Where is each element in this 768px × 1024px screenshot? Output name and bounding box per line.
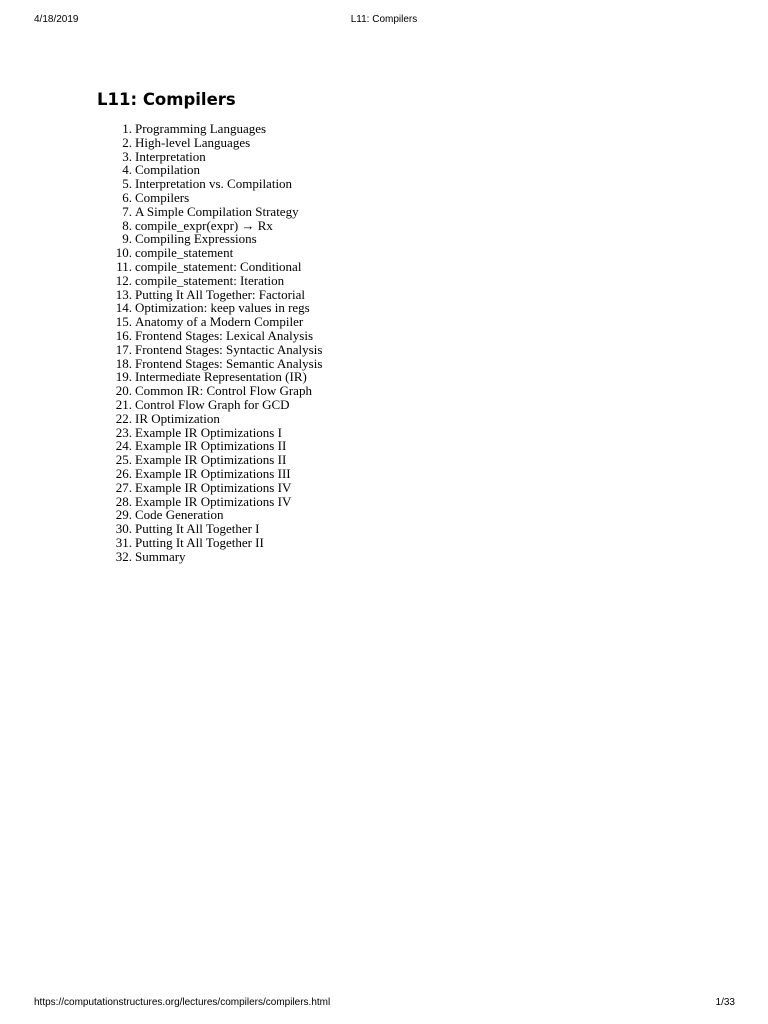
toc-item-link[interactable]: Example IR Optimizations IV (135, 493, 292, 509)
toc-item-link[interactable]: Frontend Stages: Lexical Analysis (135, 327, 314, 343)
toc-item-number: 11. (116, 258, 132, 274)
toc-item-number: 28. (115, 493, 132, 509)
toc-item-number: 10. (115, 245, 132, 261)
toc-item-number: 1. (122, 121, 132, 136)
page-number: 1/33 (715, 997, 735, 1008)
toc-item[interactable] (0, 260, 500, 274)
toc-item-link[interactable]: Example IR Optimizations IV (135, 479, 292, 495)
toc-item-link[interactable]: Compilation (135, 162, 200, 178)
toc-item-link[interactable]: Control Flow Graph for GCD (135, 396, 290, 412)
toc-item[interactable] (0, 467, 500, 481)
toc-item-number: 15. (115, 314, 132, 330)
toc-item[interactable] (0, 219, 500, 233)
toc-item[interactable] (0, 357, 500, 371)
toc-item-number: 12. (115, 272, 132, 288)
toc-item[interactable] (0, 536, 500, 550)
toc-item[interactable] (0, 274, 500, 288)
toc-item-number: 18. (115, 355, 132, 371)
toc-item[interactable] (0, 522, 500, 536)
toc-item-number: 27. (115, 479, 132, 495)
toc-item-number: 19. (115, 369, 132, 385)
toc-item[interactable] (0, 412, 500, 426)
toc-item-link[interactable]: Putting It All Together I (135, 521, 260, 537)
toc-item-number: 21. (115, 396, 132, 412)
toc-item[interactable] (0, 177, 500, 191)
toc-item-link[interactable]: Programming Languages (135, 121, 267, 136)
toc-item-number: 7. (122, 203, 132, 219)
toc-item-link[interactable]: Summary (135, 548, 186, 564)
toc-item[interactable] (0, 426, 500, 440)
toc-item-link[interactable]: High-level Languages (135, 134, 251, 150)
header-title: L11: Compilers (350, 14, 418, 25)
toc-item-link[interactable]: Example IR Optimizations I (135, 424, 282, 440)
toc-item-link[interactable]: Anatomy of a Modern Compiler (135, 314, 304, 330)
toc-item[interactable] (0, 163, 500, 177)
toc-item-number: 24. (115, 438, 132, 454)
toc-item[interactable] (0, 453, 500, 467)
toc-item[interactable] (0, 384, 500, 398)
toc-item[interactable] (0, 122, 500, 136)
toc-item-link[interactable]: Interpretation vs. Compilation (135, 176, 293, 192)
toc-item-number: 20. (115, 383, 132, 399)
toc-item-link[interactable]: Common IR: Control Flow Graph (135, 383, 312, 399)
toc-item-link[interactable]: compile_statement: Iteration (135, 272, 285, 288)
toc-item[interactable] (0, 191, 500, 205)
header-date: 4/18/2019 (34, 14, 79, 25)
toc-item-link[interactable]: IR Optimization (135, 410, 220, 426)
toc-item-link[interactable]: compile_expr(expr) → Rx (135, 217, 273, 233)
toc-item[interactable] (0, 343, 500, 357)
toc-item[interactable] (0, 301, 500, 315)
toc-item[interactable] (0, 550, 500, 564)
toc-item-link[interactable]: Example IR Optimizations II (135, 452, 287, 468)
toc-item-link[interactable]: Compiling Expressions (135, 231, 257, 247)
toc-item-number: 26. (115, 465, 132, 481)
toc-item-number: 30. (115, 521, 132, 537)
toc-item-number: 16. (115, 327, 132, 343)
toc-item-link[interactable]: compile_statement: Conditional (135, 258, 302, 274)
toc-item-number: 8. (122, 217, 132, 233)
toc-item-link[interactable]: Example IR Optimizations II (135, 438, 287, 454)
toc-item[interactable] (0, 246, 500, 260)
toc-item[interactable] (0, 398, 500, 412)
toc-item-number: 3. (122, 148, 132, 164)
toc-item-number: 5. (122, 176, 132, 192)
toc-item-link[interactable]: Frontend Stages: Semantic Analysis (135, 355, 323, 371)
toc-item-link[interactable]: Optimization: keep values in regs (135, 300, 310, 316)
toc-item[interactable] (0, 150, 500, 164)
toc-item-number: 31. (115, 534, 132, 550)
toc-item-number: 2. (122, 134, 132, 150)
toc-item-number: 6. (122, 189, 132, 205)
toc-item-link[interactable]: compile_statement (135, 245, 234, 261)
toc-item[interactable] (0, 288, 500, 302)
page-title: L11: Compilers (97, 90, 236, 109)
toc-item-link[interactable]: Intermediate Representation (IR) (135, 369, 307, 385)
toc-item-number: 9. (122, 231, 132, 247)
table-of-contents (0, 122, 500, 564)
toc-item-link[interactable]: Code Generation (135, 507, 224, 523)
toc-item-link[interactable]: Putting It All Together: Factorial (135, 286, 305, 302)
toc-item-number: 4. (122, 162, 132, 178)
toc-item-number: 14. (115, 300, 132, 316)
toc-item[interactable] (0, 205, 500, 219)
toc-item-link[interactable]: A Simple Compilation Strategy (135, 203, 299, 219)
toc-item[interactable] (0, 136, 500, 150)
toc-item-link[interactable]: Interpretation (135, 148, 206, 164)
toc-item-number: 13. (115, 286, 132, 302)
toc-item-number: 22. (115, 410, 132, 426)
toc-item[interactable] (0, 232, 500, 246)
toc-item-number: 32. (115, 548, 132, 564)
toc-item[interactable] (0, 439, 500, 453)
toc-item-link[interactable]: Frontend Stages: Syntactic Analysis (135, 341, 323, 357)
toc-item[interactable] (0, 370, 500, 384)
toc-item-number: 23. (115, 424, 132, 440)
toc-item-number: 29. (115, 507, 132, 523)
toc-item[interactable] (0, 495, 500, 509)
toc-item-link[interactable]: Putting It All Together II (135, 534, 264, 550)
toc-item-number: 17. (115, 341, 132, 357)
toc-item[interactable] (0, 481, 500, 495)
toc-item-number: 25. (115, 452, 132, 468)
toc-item-link[interactable]: Example IR Optimizations III (135, 465, 291, 481)
toc-item[interactable] (0, 329, 500, 343)
toc-item[interactable] (0, 315, 500, 329)
toc-item-link[interactable]: Compilers (135, 189, 190, 205)
footer-url[interactable]: https://computationstructures.org/lectures/compilers/compilers.html (34, 997, 331, 1008)
toc-item[interactable] (0, 508, 500, 522)
